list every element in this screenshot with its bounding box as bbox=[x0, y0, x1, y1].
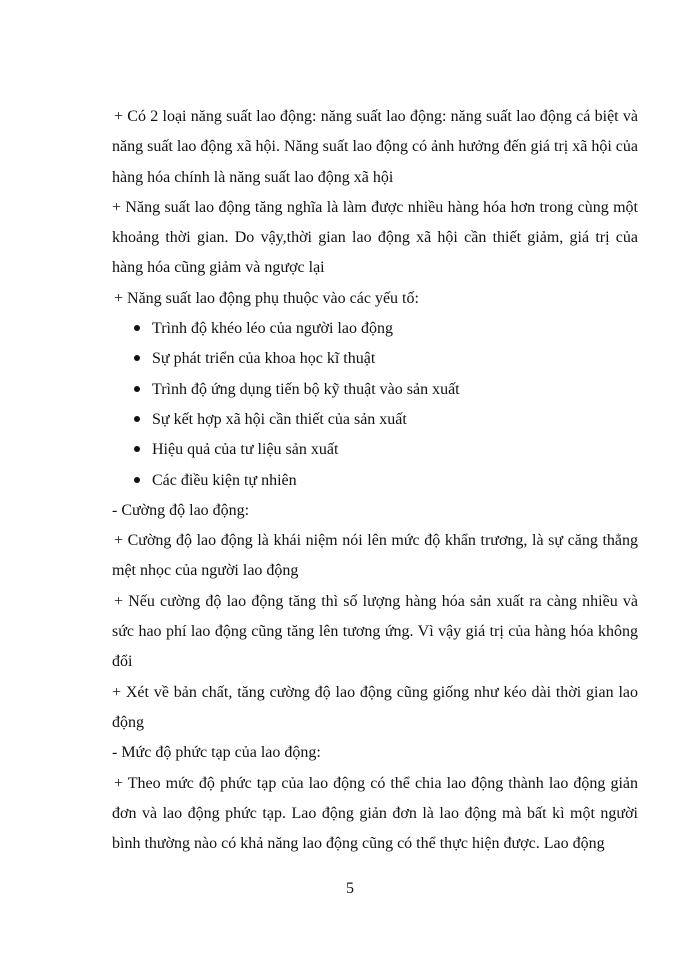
paragraph-complexity-types: + Theo mức độ phức tạp của lao động có thể chia lao động thành lao động giản đơn và lao động phức tạp. Lao động giản đơn là lao động mà bất kì một người bình thường nào có khả năng lao động cũng có thể thực hiện được. Lao động bbox=[112, 774, 638, 853]
heading-labor-intensity: - Cường độ lao động: bbox=[112, 501, 250, 519]
list-item-text: Sự phát triển của khoa học kĩ thuật bbox=[152, 350, 376, 368]
paragraph-productivity-types: + Có 2 loại năng suất lao động: năng suất lao động: năng suất lao động cá biệt và năng suất lao động xã hội. Năng suất lao động có ảnh hưởng đến giá trị xã hội của hàng hóa chính là năng suất lao động xã hội bbox=[112, 108, 638, 186]
paragraph-productivity-factors: + Năng suất lao động phụ thuộc vào các yếu tố: bbox=[114, 289, 419, 307]
list-item bbox=[112, 405, 638, 435]
heading-labor-complexity: - Mức độ phức tạp của lao động: bbox=[112, 744, 321, 762]
bullet-icon bbox=[134, 416, 140, 422]
paragraph-intensity-nature: + Xét về bản chất, tăng cường độ lao động cũng giống như kéo dài thời gian lao động bbox=[112, 683, 638, 731]
list-item bbox=[112, 314, 638, 344]
list-item-text: Sự kết hợp xã hội cần thiết của sản xuất bbox=[152, 410, 407, 428]
list-item bbox=[112, 466, 638, 496]
list-item-text: Hiệu quả của tư liệu sản xuất bbox=[152, 441, 339, 459]
bullet-icon bbox=[134, 477, 140, 483]
page-number: 5 bbox=[346, 880, 354, 897]
bullet-icon bbox=[134, 355, 140, 361]
factor-list bbox=[112, 314, 638, 496]
list-item-text: Các điều kiện tự nhiên bbox=[152, 471, 297, 489]
list-item bbox=[112, 344, 638, 374]
paragraph-intensity-definition: + Cường độ lao động là khái niệm nói lên mức độ khẩn trương, là sự căng thẳng mệt nhọc của người lao động bbox=[112, 532, 638, 580]
paragraph-intensity-increase: + Nếu cường độ lao động tăng thì số lượng hàng hóa sản xuất ra càng nhiều và sức hao phí lao động cũng tăng lên tương ứng. Vì vậy giá trị của hàng hóa không đổi bbox=[112, 592, 638, 671]
list-item-text: Trình độ khéo léo của người lao động bbox=[152, 320, 393, 338]
bullet-icon bbox=[134, 325, 140, 331]
bullet-icon bbox=[134, 446, 140, 452]
paragraph-productivity-increase: + Năng suất lao động tăng nghĩa là làm được nhiều hàng hóa hơn trong cùng một khoảng thời gian. Do vậy,thời gian lao động xã hội cần thiết giảm, giá trị của hàng hóa cũng giảm và ngược lại bbox=[112, 198, 638, 277]
bullet-icon bbox=[134, 386, 140, 392]
list-item-text: Trình độ ứng dụng tiến bộ kỹ thuật vào sản xuất bbox=[152, 380, 460, 398]
list-item bbox=[112, 435, 638, 465]
list-item bbox=[112, 375, 638, 405]
page-body bbox=[112, 102, 638, 859]
